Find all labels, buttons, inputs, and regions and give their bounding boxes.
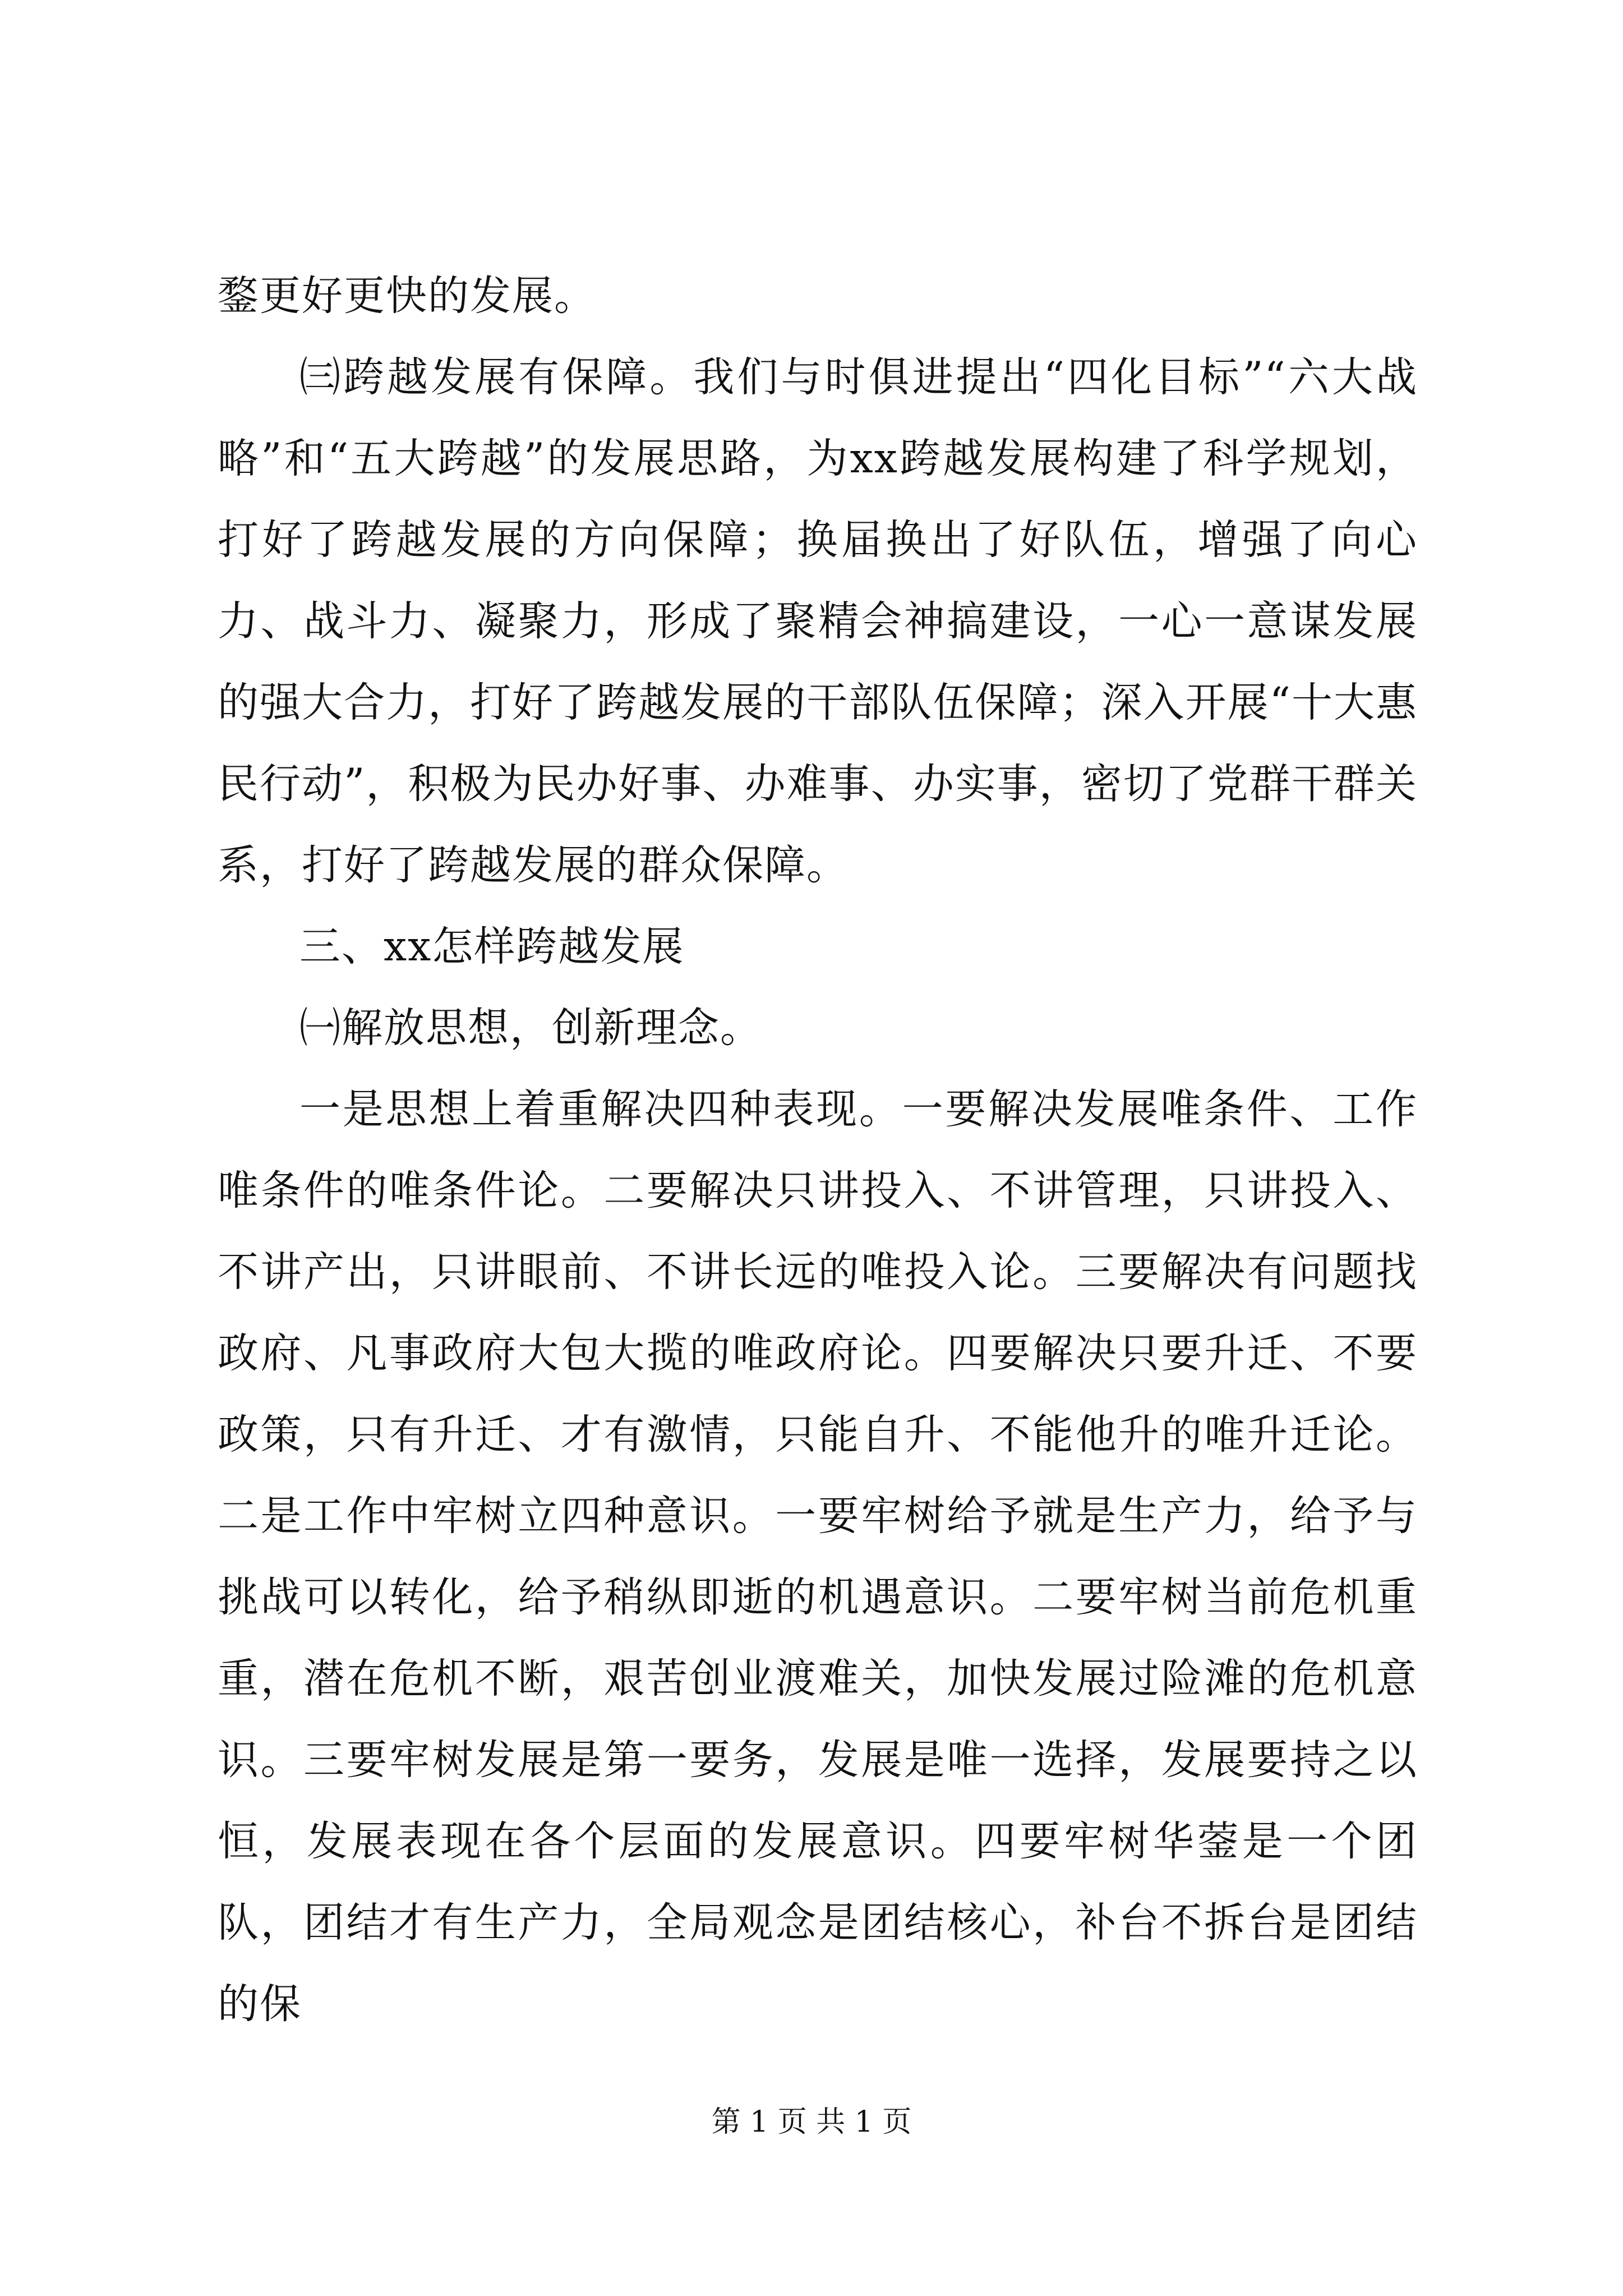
paragraph-thinking: 一是思想上着重解决四种表现。一要解决发展唯条件、工作唯条件的唯条件论。二要解决只讲投入、不讲管理，只讲投入、不讲产出，只讲眼前、不讲长远的唯投入论。三要解决有问题找政府、凡事政府大包大揽的唯政府论。四要解决只要升迁、不要政策，只有升迁、才有激情，只能自升、不能他升的唯升迁论。二是工作中牢树立四种意识。一要牢树给予就是生产力，给予与挑战可以转化，给予稍纵即逝的机遇意识。二要牢树当前危机重重，潜在危机不断，艰苦创业渡难关，加快发展过险滩的危机意识。三要牢树发展是第一要务，发展是唯一选择，发展要持之以恒，发展表现在各个层面的发展意识。四要牢树华蓥是一个团队，团结才有生产力，全局观念是团结核心，补台不拆台是团结的保 — [218, 1085, 1418, 2028]
body-text — [218, 255, 1418, 2045]
paragraph-continuation: 鍪更好更快的发展。 — [218, 272, 596, 320]
subsection-heading: ㈠解放思想，创新理念。 — [299, 1004, 762, 1052]
paragraph-guarantee: ㈢跨越发展有保障。我们与时俱进提出“四化目标”“六大战略”和“五大跨越”的发展思路，为xx跨越发展构建了科学规划，打好了跨越发展的方向保障；换届换出了好队伍，增强了向心力、战斗力、凝聚力，形成了聚精会神搞建设，一心一意谋发展的强大合力，打好了跨越发展的干部队伍保障；深入开展“十大惠民行动”，积极为民办好事、办难事、办实事，密切了党群干群关系，打好了跨越发展的群众保障。 — [218, 353, 1418, 889]
page-footer: 第 1 页 共 1 页 — [711, 2105, 912, 2139]
section-heading: 三、xx怎样跨越发展 — [299, 923, 685, 970]
